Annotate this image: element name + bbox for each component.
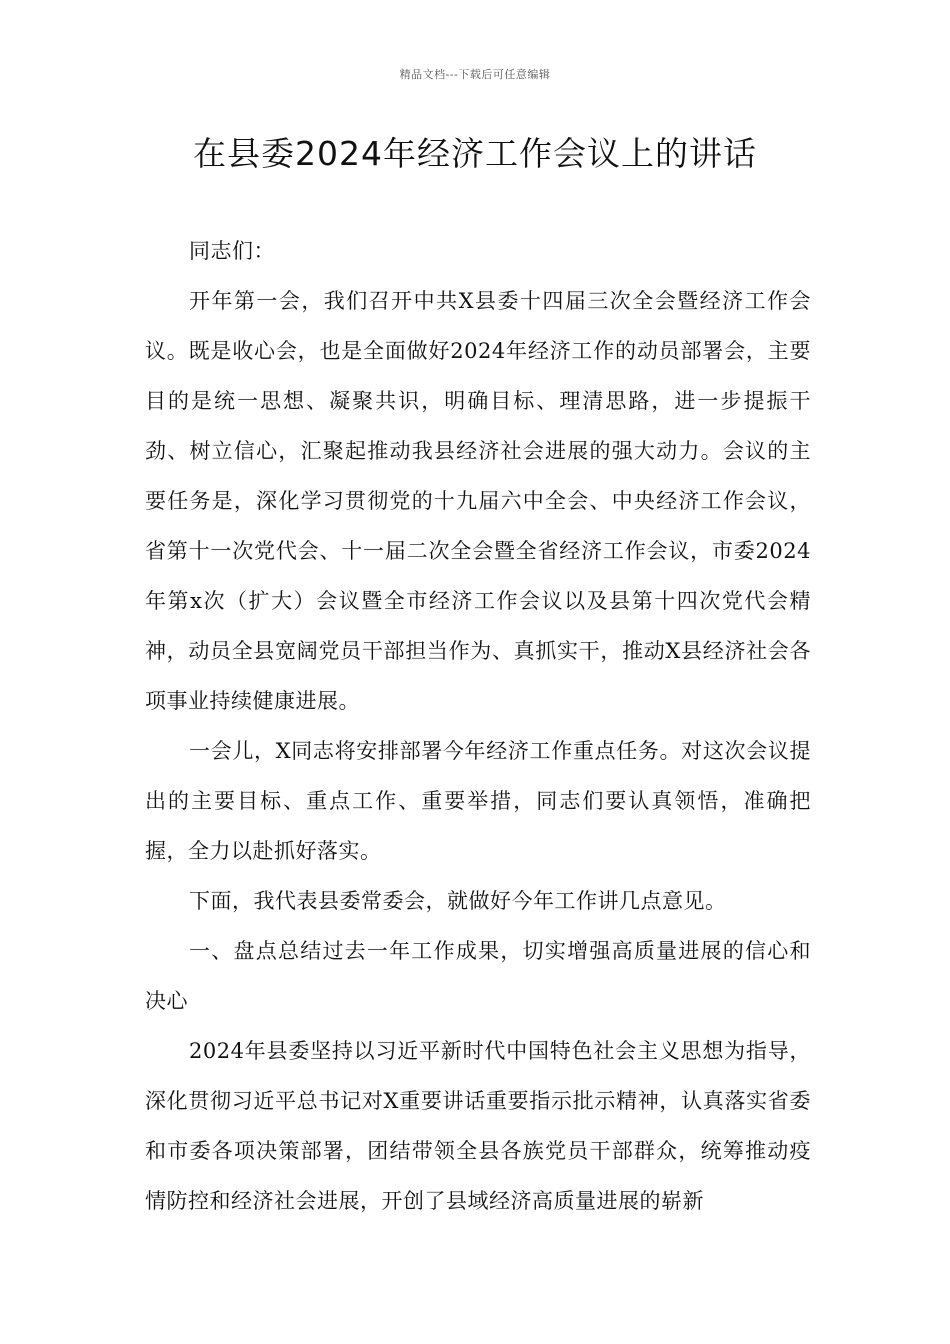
body-paragraph: 一会儿，X同志将安排部署今年经济工作重点任务。对这次会议提出的主要目标、重点工作、重要举措，同志们要认真领悟，准确把握，全力以赴抓好落实。 — [145, 739, 811, 863]
salutation-paragraph: 同志们： — [189, 239, 275, 263]
document-body — [145, 226, 811, 1226]
body-paragraph: 开年第一会，我们召开中共X县委十四届三次全会暨经济工作会议。既是收心会，也是全面做好2024年经济工作的动员部署会，主要目的是统一思想、凝聚共识，明确目标、理清思路，进一步提振干劲、树立信心，汇聚起推动我县经济社会进展的强大动力。会议的主要任务是，深化学习贯彻党的十九届六中全会、中央经济工作会议，省第十一次党代会、十一届二次全会暨全省经济工作会议，市委2024年第x次（扩大）会议暨全市经济工作会议以及县第十四次党代会精神，动员全县宽阔党员干部担当作为、真抓实干，推动X县经济社会各项事业持续健康进展。 — [145, 289, 811, 713]
header-note: 精品文档---下载后可任意编辑 — [399, 68, 551, 81]
body-paragraph: 2024年县委坚持以习近平新时代中国特色社会主义思想为指导，深化贯彻习近平总书记对X重要讲话重要指示批示精神，认真落实省委和市委各项决策部署，团结带领全县各族党员干部群众，统筹推动疫情防控和经济社会进展，开创了县域经济高质量进展的崭新 — [145, 1039, 811, 1213]
section-heading: 一、盘点总结过去一年工作成果，切实增强高质量进展的信心和决心 — [145, 939, 811, 1013]
document-title: 在县委2024年经济工作会议上的讲话 — [193, 134, 757, 173]
body-paragraph: 下面，我代表县委常委会，就做好今年工作讲几点意见。 — [189, 889, 727, 913]
